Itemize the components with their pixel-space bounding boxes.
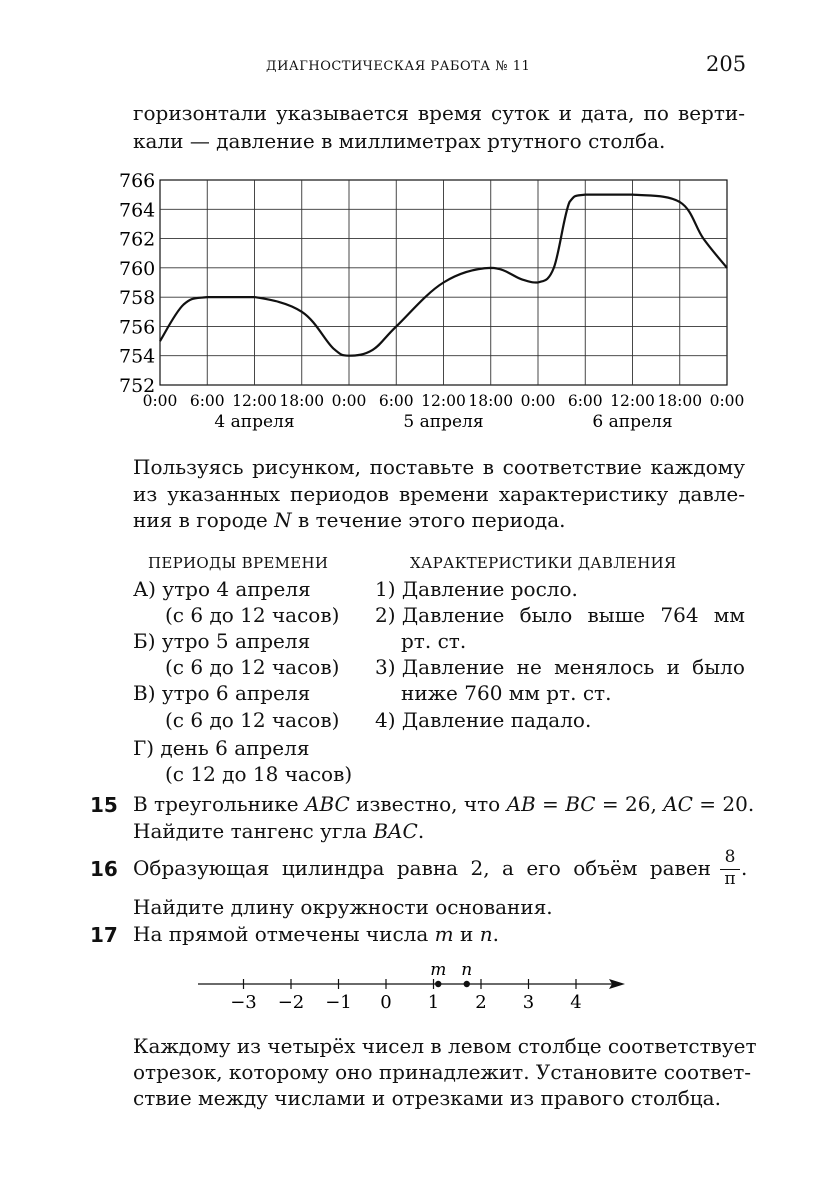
characteristic-2: 2) Давление было выше 764 мм (375, 603, 745, 627)
volume-fraction (720, 848, 740, 888)
y-tick-label: 754 (119, 345, 156, 368)
y-tick-label: 762 (119, 228, 156, 251)
number-line-tick-label: 0 (380, 992, 392, 1013)
period-v: В) утро 6 апреля (133, 681, 311, 705)
characteristic-3-cont: ниже 760 мм рт. ст. (401, 681, 612, 705)
x-tick-label: 18:00 (657, 392, 703, 410)
q14-prompt-line-3: ния в городе N в течение этого периода. (133, 508, 566, 532)
x-tick-label: 18:00 (468, 392, 514, 410)
x-tick-label: 6:00 (378, 392, 414, 410)
q15-line-1: В треугольнике ABC известно, что AB = BC = 26, AC = 20. (133, 792, 755, 816)
date-label: 4 апреля (214, 412, 295, 432)
x-tick-label: 12:00 (232, 392, 277, 410)
intro-line-2: кали — давление в миллиметрах ртутного столба. (133, 129, 666, 153)
number-line-point-m (435, 981, 441, 987)
period-b-range: (с 6 до 12 часов) (165, 655, 340, 679)
pressure-chart (0, 0, 827, 445)
number-line-tick-label: 1 (427, 992, 440, 1013)
number-line-point-label-n: n (461, 960, 473, 980)
running-header: ДИАГНОСТИЧЕСКАЯ РАБОТА № 11 (266, 59, 531, 74)
number-line-point-label-m: m (430, 960, 447, 980)
periods-header: ПЕРИОДЫ ВРЕМЕНИ (148, 554, 329, 572)
q14-prompt-line-2: из указанных периодов времени характеристику давле- (133, 482, 745, 506)
chart-x-tick-labels (143, 392, 745, 410)
intro-line-1: горизонтали указывается время суток и дата, по верти- (133, 101, 745, 125)
characteristic-4: 4) Давление падало. (375, 708, 592, 732)
characteristic-2-cont: рт. ст. (401, 629, 467, 653)
x-tick-label: 18:00 (279, 392, 325, 410)
date-label: 5 апреля (403, 412, 484, 432)
x-tick-label: 12:00 (610, 392, 655, 410)
q17-text-line-1: Каждому из четырёх чисел в левом столбце соответствует (133, 1034, 757, 1058)
q17-text-line-2: отрезок, которому оно принадлежит. Установите соответ- (133, 1060, 752, 1084)
characteristics-header: ХАРАКТЕРИСТИКИ ДАВЛЕНИЯ (410, 554, 677, 572)
number-line (0, 955, 827, 1015)
y-tick-label: 764 (119, 199, 156, 222)
characteristic-1: 1) Давление росло. (375, 577, 578, 601)
y-tick-label: 760 (119, 257, 156, 280)
period-a-range: (с 6 до 12 часов) (165, 603, 340, 627)
number-line-tick-label: −3 (230, 992, 257, 1013)
q16-line-2: Найдите длину окружности основания. (133, 895, 553, 919)
number-line-tick-label: −1 (325, 992, 352, 1013)
number-line-tick-label: 2 (475, 992, 487, 1013)
x-tick-label: 6:00 (567, 392, 603, 410)
date-label: 6 апреля (592, 412, 673, 432)
x-tick-label: 0:00 (331, 392, 367, 410)
chart-y-tick-labels (119, 170, 155, 397)
q16-line-1: Образующая цилиндра равна 2, а его объём равен (133, 856, 711, 880)
x-tick-label: 0:00 (520, 392, 556, 410)
period-g-range: (с 12 до 18 часов) (165, 762, 353, 786)
y-tick-label: 766 (119, 170, 156, 192)
fraction-denominator: π (720, 869, 740, 888)
number-line-tick-label: −2 (277, 992, 305, 1013)
chart-date-labels (214, 412, 672, 432)
q15-line-2: Найдите тангенс угла BAC. (133, 819, 425, 843)
x-tick-label: 0:00 (709, 392, 745, 410)
page-number: 205 (706, 52, 747, 76)
q16-number: 16 (90, 857, 118, 881)
q17-number: 17 (90, 923, 118, 947)
characteristic-3: 3) Давление не менялось и было (375, 655, 745, 679)
number-line-tick-label: 3 (522, 992, 535, 1013)
x-tick-label: 0:00 (142, 392, 178, 410)
fraction-numerator: 8 (724, 847, 736, 867)
x-tick-label: 6:00 (189, 392, 225, 410)
y-tick-label: 758 (119, 287, 156, 310)
number-line-point-n (464, 981, 470, 987)
q15-number: 15 (90, 793, 118, 817)
fraction-period: . (741, 856, 748, 880)
period-g: Г) день 6 апреля (133, 736, 310, 760)
y-tick-label: 752 (119, 375, 156, 397)
q17-line-1: На прямой отмечены числа m и n. (133, 922, 499, 946)
period-a: А) утро 4 апреля (133, 577, 311, 601)
period-b: Б) утро 5 апреля (133, 629, 311, 653)
q17-text-line-3: ствие между числами и отрезками из правого столбца. (133, 1086, 721, 1110)
y-tick-label: 756 (119, 316, 156, 339)
period-v-range: (с 6 до 12 часов) (165, 708, 340, 732)
q14-prompt-line-1: Пользуясь рисунком, поставьте в соответствие каждому (133, 455, 745, 479)
number-line-tick-label: 4 (570, 992, 582, 1013)
x-tick-label: 12:00 (421, 392, 466, 410)
